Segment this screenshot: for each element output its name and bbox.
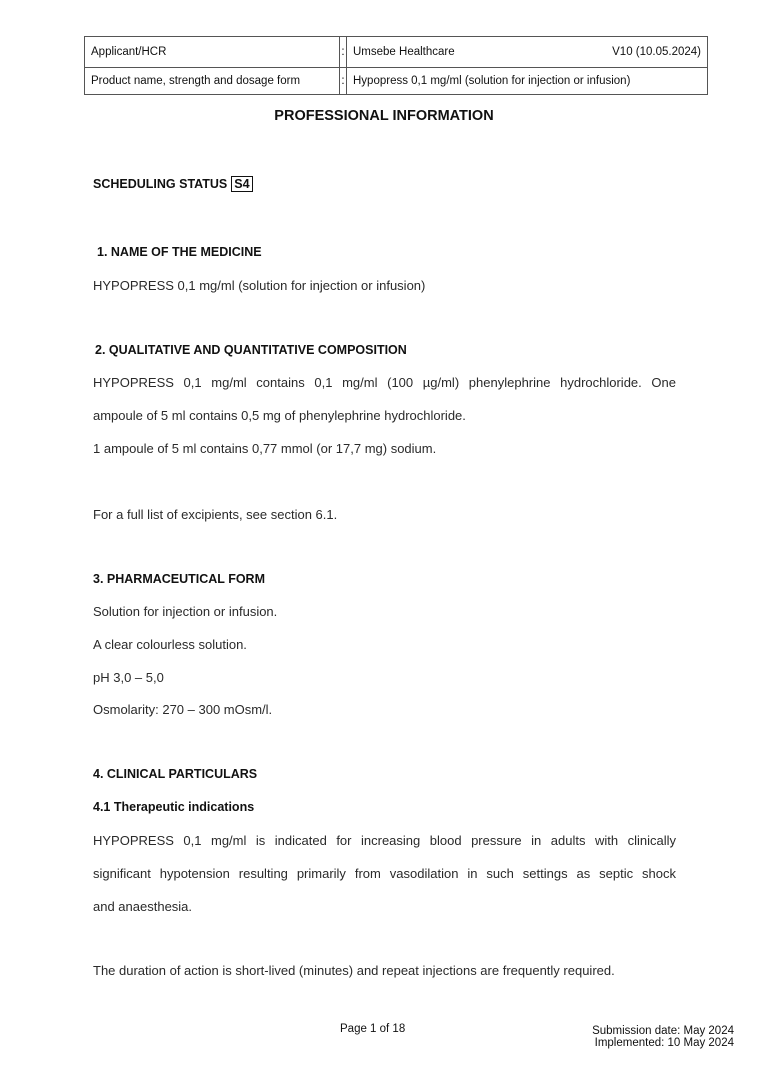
section-1-text: HYPOPRESS 0,1 mg/ml (solution for injection or infusion) xyxy=(93,278,426,293)
section-4-1-heading: 4.1 Therapeutic indications xyxy=(93,800,255,814)
section-4-line-2: significant hypotension resulting primarily from vasodilation in such settings as septic shock xyxy=(93,866,676,881)
section-2-line-4: For a full list of excipients, see section 6.1. xyxy=(93,507,338,522)
implemented-date: Implemented: 10 May 2024 xyxy=(594,1037,734,1049)
product-value: Hypopress 0,1 mg/ml (solution for injection or infusion) xyxy=(347,68,708,95)
page-number: Page 1 of 18 xyxy=(340,1023,406,1035)
section-4-line-4: The duration of action is short-lived (minutes) and repeat injections are frequently required. xyxy=(93,963,615,978)
header-row-product xyxy=(85,68,708,95)
footer-dates xyxy=(534,1025,734,1049)
scheduling-label: SCHEDULING STATUS xyxy=(93,177,228,191)
header-row-applicant xyxy=(85,37,708,68)
section-3-line-2: A clear colourless solution. xyxy=(93,637,247,652)
colon-separator: : xyxy=(340,37,347,68)
product-label: Product name, strength and dosage form xyxy=(85,68,340,95)
header-table xyxy=(84,36,708,95)
section-3-heading: 3. PHARMACEUTICAL FORM xyxy=(93,572,265,586)
section-4-line-1: HYPOPRESS 0,1 mg/ml is indicated for increasing blood pressure in adults with clinically xyxy=(93,833,676,848)
section-2-line-3: 1 ampoule of 5 ml contains 0,77 mmol (or 17,7 mg) sodium. xyxy=(93,441,437,456)
scheduling-status xyxy=(93,177,253,191)
section-3-line-4: Osmolarity: 270 – 300 mOsm/l. xyxy=(93,702,273,717)
page-title: PROFESSIONAL INFORMATION xyxy=(274,108,494,124)
section-2-heading: 2. QUALITATIVE AND QUANTITATIVE COMPOSITION xyxy=(95,343,407,357)
scheduling-badge: S4 xyxy=(231,176,252,192)
submission-date: Submission date: May 2024 xyxy=(592,1025,734,1037)
document-version: V10 (10.05.2024) xyxy=(612,46,701,58)
applicant-label: Applicant/HCR xyxy=(85,37,340,68)
section-1-heading: 1. NAME OF THE MEDICINE xyxy=(97,245,262,259)
section-4-heading: 4. CLINICAL PARTICULARS xyxy=(93,767,258,781)
section-4-line-3: and anaesthesia. xyxy=(93,899,193,914)
section-3-line-1: Solution for injection or infusion. xyxy=(93,604,278,619)
section-2-line-1: HYPOPRESS 0,1 mg/ml contains 0,1 mg/ml (100 µg/ml) phenylephrine hydrochloride. One xyxy=(93,375,676,390)
applicant-value: Umsebe Healthcare xyxy=(353,46,455,58)
applicant-value-cell xyxy=(347,37,708,68)
colon-separator: : xyxy=(340,68,347,95)
section-2-line-2: ampoule of 5 ml contains 0,5 mg of phenylephrine hydrochloride. xyxy=(93,408,466,423)
section-3-line-3: pH 3,0 – 5,0 xyxy=(93,670,164,685)
